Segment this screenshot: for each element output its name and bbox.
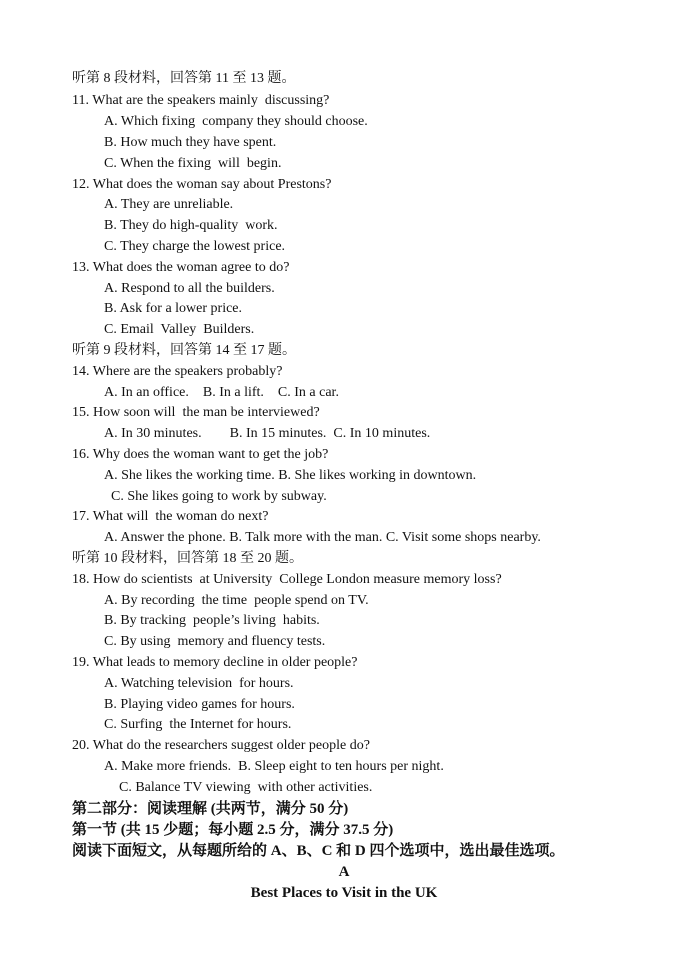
- option-12b: B. They do high-quality work.: [104, 218, 278, 233]
- question-18: 18. How do scientists at University College London measure memory loss?: [72, 572, 502, 587]
- option-11c: C. When the fixing will begin.: [104, 156, 282, 171]
- question-17: 17. What will the woman do next?: [72, 509, 269, 524]
- option-18a: A. By recording the time people spend on TV.: [104, 593, 369, 608]
- option-18b: B. By tracking people’s living habits.: [104, 613, 320, 628]
- options-15: A. In 30 minutes. B. In 15 minutes. C. In 10 minutes.: [104, 426, 431, 441]
- question-19: 19. What leads to memory decline in older people?: [72, 655, 358, 670]
- section-heading-8: 听第 8 段材料，回答第 11 至 13 题。: [72, 71, 296, 86]
- option-16c: C. She likes going to work by subway.: [111, 489, 327, 504]
- option-13a: A. Respond to all the builders.: [104, 281, 275, 296]
- question-13: 13. What does the woman agree to do?: [72, 260, 290, 275]
- option-13c: C. Email Valley Builders.: [104, 322, 255, 337]
- option-12a: A. They are unreliable.: [104, 197, 234, 212]
- section-heading-9: 听第 9 段材料，回答第 14 至 17 题。: [72, 343, 296, 358]
- option-12c: C. They charge the lowest price.: [104, 239, 286, 254]
- question-11: 11. What are the speakers mainly discussing?: [72, 93, 330, 108]
- option-20c: C. Balance TV viewing with other activities.: [119, 780, 373, 795]
- options-16ab: A. She likes the working time. B. She likes working in downtown.: [104, 468, 477, 483]
- section-heading-10: 听第 10 段材料，回答第 18 至 20 题。: [72, 551, 303, 566]
- section-one-heading: 第一节 (共 15 少题；每小题 2.5 分，满分 37.5 分): [72, 822, 394, 838]
- options-17: A. Answer the phone. B. Talk more with the man. C. Visit some shops nearby.: [104, 530, 541, 545]
- part-two-heading: 第二部分：阅读理解 (共两节，满分 50 分): [72, 801, 349, 817]
- reading-instructions: 阅读下面短文，从每题所给的 A、B、C 和 D 四个选项中，选出最佳选项。: [72, 843, 565, 859]
- option-19b: B. Playing video games for hours.: [104, 697, 295, 712]
- question-12: 12. What does the woman say about Prestons?: [72, 177, 332, 192]
- option-18c: C. By using memory and fluency tests.: [104, 634, 326, 649]
- question-14: 14. Where are the speakers probably?: [72, 364, 283, 379]
- question-16: 16. Why does the woman want to get the job?: [72, 447, 329, 462]
- question-15: 15. How soon will the man be interviewed?: [72, 405, 320, 420]
- option-19c: C. Surfing the Internet for hours.: [104, 717, 292, 732]
- passage-title: Best Places to Visit in the UK: [250, 885, 438, 901]
- option-13b: B. Ask for a lower price.: [104, 301, 243, 316]
- option-19a: A. Watching television for hours.: [104, 676, 294, 691]
- question-20: 20. What do the researchers suggest older people do?: [72, 738, 370, 753]
- option-11b: B. How much they have spent.: [104, 135, 277, 150]
- options-14: A. In an office. B. In a lift. C. In a car.: [104, 385, 339, 400]
- options-20ab: A. Make more friends. B. Sleep eight to ten hours per night.: [104, 759, 444, 774]
- option-11a: A. Which fixing company they should choose.: [104, 114, 368, 129]
- passage-letter: A: [338, 864, 350, 880]
